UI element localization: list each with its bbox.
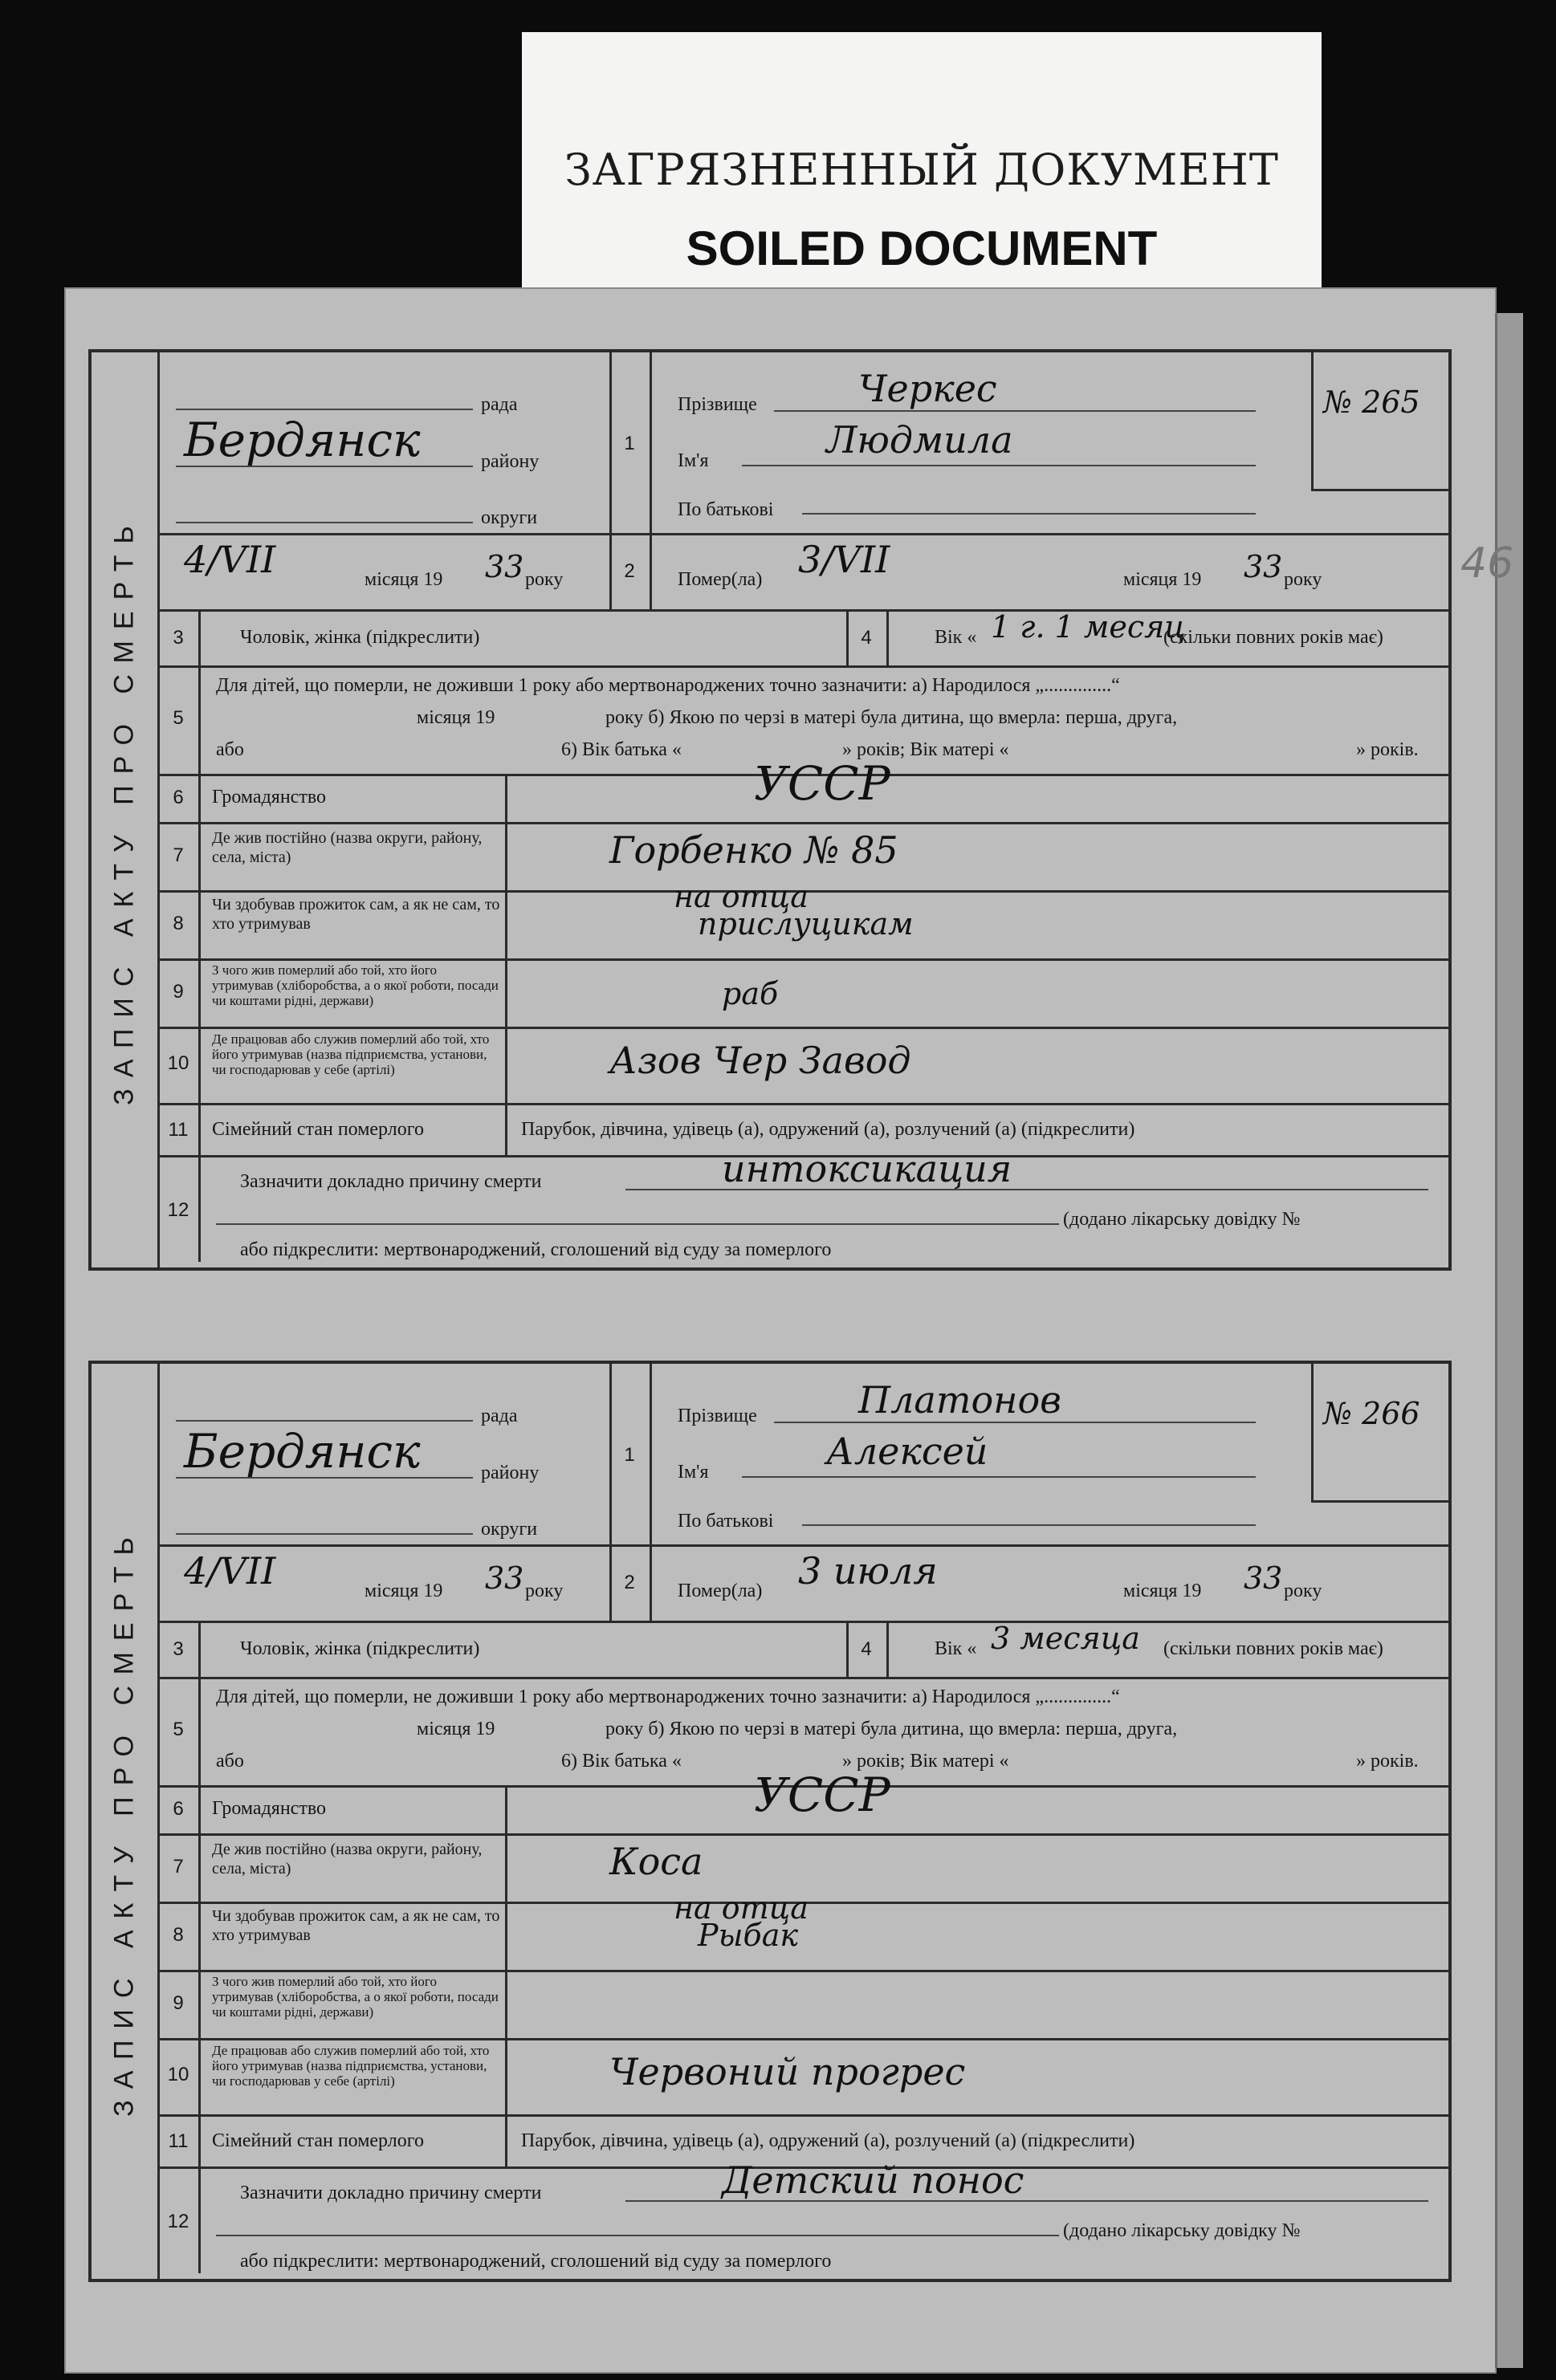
citizenship-row xyxy=(160,756,1448,824)
children-father-age: 6) Вік батька « xyxy=(561,739,682,760)
patronymic-label: По батькові xyxy=(678,1511,774,1532)
row-number-6: 6 xyxy=(173,1798,184,1820)
registration-date: 4/VII xyxy=(184,1549,276,1593)
died-label: Помер(ла) xyxy=(678,1581,763,1601)
marital-options: Парубок, дівчина, удівець (а), одружений (а), розлучений (а) (підкреслити) xyxy=(521,2130,1135,2151)
record-number-box xyxy=(1311,352,1448,491)
surname-label: Прізвище xyxy=(678,1406,757,1426)
citizenship-label: Громадянство xyxy=(212,1798,326,1819)
row-number-5: 5 xyxy=(173,1719,184,1740)
banner-ru: ЗАГРЯЗНЕННЫЙ ДОКУМЕНТ xyxy=(564,144,1279,195)
surname-label: Прізвище xyxy=(678,394,757,415)
died-label: Помер(ла) xyxy=(678,569,763,590)
record-grid xyxy=(160,352,1514,1267)
sex-age-row xyxy=(160,609,1448,668)
row-number-3: 3 xyxy=(173,627,184,649)
row-number-6: 6 xyxy=(173,787,184,808)
year-label: року xyxy=(525,1581,564,1601)
side-title-text: ЗАПИС АКТУ ПРО СМЕРТЬ xyxy=(108,515,140,1105)
age-note: (скільки повних років має) xyxy=(1163,1638,1383,1659)
row-number-7: 7 xyxy=(173,844,184,866)
died-date: 3 июля xyxy=(798,1549,938,1593)
surname-value: Черкес xyxy=(858,367,997,410)
stillborn-note: або підкреслити: мертвонароджений, сголошений від суду за померлого xyxy=(240,1239,832,1260)
children-years: » років. xyxy=(1356,1751,1419,1772)
died-month-label: місяця 19 xyxy=(1123,569,1202,590)
record-number-box xyxy=(1311,1364,1448,1503)
side-title xyxy=(92,1364,160,2279)
rada-label: рада xyxy=(481,394,518,415)
row-number-12: 12 xyxy=(167,1199,189,1221)
workplace-label: Де працював або служив померлий або той, хто його утримував (назва підприємства, установи, чи господарював у себе (артілі) xyxy=(212,1031,490,1077)
rada-value: Бердянск xyxy=(184,413,421,467)
cause-row xyxy=(160,1147,1448,1262)
children-or: або xyxy=(216,1751,244,1772)
name-value: Людмила xyxy=(826,418,1013,462)
cause-label: Зазначити докладно причину смерти xyxy=(240,2183,542,2203)
top-block-row2 xyxy=(160,1544,1448,1623)
rada-label: рада xyxy=(481,1406,518,1426)
occupation-value: раб xyxy=(722,976,779,1011)
patronymic-label: По батькові xyxy=(678,499,774,520)
citizenship-value: УССР xyxy=(754,756,890,811)
month-label: місяця 19 xyxy=(365,569,443,590)
row-number-4: 4 xyxy=(861,1638,872,1660)
children-years: » років. xyxy=(1356,739,1419,760)
age-label: Вік « xyxy=(935,1638,977,1659)
stillborn-note: або підкреслити: мертвонароджений, сголошений від суду за померлого xyxy=(240,2251,832,2272)
residence-value: Коса xyxy=(609,1840,703,1883)
month-label: місяця 19 xyxy=(365,1581,443,1601)
row-number-2: 2 xyxy=(624,1572,635,1593)
children-mother-age: » років; Вік матері « xyxy=(842,739,1009,760)
row-number-5: 5 xyxy=(173,707,184,729)
certificate-label: (додано лікарську довідку № xyxy=(1063,2220,1301,2241)
age-value: 3 месяца xyxy=(991,1621,1140,1656)
source-value: прислуцикам xyxy=(698,906,914,942)
citizenship-row xyxy=(160,1768,1448,1836)
occupation-label: З чого жив померлий або той, хто його утримував (хліборобства, а о якої роботи, посади чи коштами рідні, держави) xyxy=(212,962,499,1008)
okrugy-label: округи xyxy=(481,1519,538,1540)
record-grid xyxy=(160,1364,1448,2279)
row-number-10: 10 xyxy=(167,2064,189,2085)
cause-value: интоксикация xyxy=(722,1147,1012,1190)
cause-row xyxy=(160,2158,1448,2273)
support-value: на отца xyxy=(674,879,809,914)
died-year: 33 xyxy=(1244,549,1283,584)
certificate-label: (додано лікарську довідку № xyxy=(1063,1209,1301,1230)
workplace-value: Азов Чер Завод xyxy=(609,1039,911,1082)
row-number-1: 1 xyxy=(624,1444,635,1466)
died-year: 33 xyxy=(1244,1560,1283,1596)
sex-age-row xyxy=(160,1621,1448,1679)
residence-label: Де жив постійно (назва округи, району, села, міста) xyxy=(212,1841,483,1878)
support-value: на отца xyxy=(674,1890,809,1926)
citizenship-value: УССР xyxy=(754,1768,890,1822)
row-number-7: 7 xyxy=(173,1856,184,1878)
row-number-8: 8 xyxy=(173,1924,184,1946)
residence-value: Горбенко № 85 xyxy=(609,828,898,872)
registration-year: 33 xyxy=(485,1560,524,1596)
row-number-9: 9 xyxy=(173,981,184,1003)
row-number-8: 8 xyxy=(173,913,184,934)
margin-mark: 46 xyxy=(1460,539,1514,588)
row-number-11: 11 xyxy=(168,1119,189,1141)
row-number-3: 3 xyxy=(173,1638,184,1660)
registration-year: 33 xyxy=(485,549,524,584)
row-number-9: 9 xyxy=(173,1992,184,2014)
occupation-row xyxy=(160,1970,1448,2040)
row-number-12: 12 xyxy=(167,2211,189,2232)
source-value: Рыбак xyxy=(698,1918,799,1953)
registration-date: 4/VII xyxy=(184,538,276,581)
surname-value: Платонов xyxy=(858,1378,1061,1422)
rada-value: Бердянск xyxy=(184,1424,421,1479)
support-row xyxy=(160,879,1448,961)
cause-label: Зазначити докладно причину смерти xyxy=(240,1171,542,1192)
side-title-text: ЗАПИС АКТУ ПРО СМЕРТЬ xyxy=(108,1526,140,2117)
death-record-1 xyxy=(88,349,1514,1271)
support-row xyxy=(160,1890,1448,1972)
row-number-4: 4 xyxy=(861,627,872,649)
died-year-label: року xyxy=(1284,569,1322,590)
soiled-document-label xyxy=(522,32,1322,301)
row-number-10: 10 xyxy=(167,1052,189,1074)
death-record-2 xyxy=(88,1361,1452,2282)
year-label: року xyxy=(525,569,564,590)
workplace-value: Червоний прогрес xyxy=(609,2050,966,2093)
support-label: Чи здобував прожиток сам, а як не сам, то хто утримував xyxy=(212,1907,500,1944)
occupation-row xyxy=(160,958,1448,1029)
banner-en: SOILED DOCUMENT xyxy=(686,222,1158,275)
okrugy-label: округи xyxy=(481,507,538,528)
citizenship-label: Громадянство xyxy=(212,787,326,808)
sex-label: Чоловік, жінка (підкреслити) xyxy=(240,1638,480,1659)
top-block-row1 xyxy=(160,1364,1448,1547)
marital-options: Парубок, дівчина, удівець (а), одружений (а), розлучений (а) (підкреслити) xyxy=(521,1119,1135,1140)
residence-label: Де жив постійно (назва округи, району, села, міста) xyxy=(212,829,483,866)
age-label: Вік « xyxy=(935,627,977,648)
age-value: 1 г. 1 месяц xyxy=(991,609,1186,645)
name-label: Ім'я xyxy=(678,1462,709,1483)
row-number-1: 1 xyxy=(624,433,635,454)
children-line1: Для дітей, що померли, не доживши 1 року або мертвонароджених точно зазначити: а) Народилося „..............“ xyxy=(216,1686,1120,1707)
children-father-age: 6) Вік батька « xyxy=(561,1751,682,1772)
died-date: 3/VII xyxy=(798,538,890,581)
marital-label: Сімейний стан померлого xyxy=(212,2130,424,2151)
children-month: місяця 19 xyxy=(417,707,495,728)
children-line2: року б) Якою по черзі в матері була дитина, що вмерла: перша, друга, xyxy=(605,707,1178,728)
died-year-label: року xyxy=(1284,1581,1322,1601)
record-number: № 265 xyxy=(1323,384,1420,420)
children-or: або xyxy=(216,739,244,760)
rayonu-label: району xyxy=(481,1463,540,1483)
died-month-label: місяця 19 xyxy=(1123,1581,1202,1601)
workplace-row xyxy=(160,1027,1448,1105)
children-line2: року б) Якою по черзі в матері була дитина, що вмерла: перша, друга, xyxy=(605,1719,1178,1739)
children-mother-age: » років; Вік матері « xyxy=(842,1751,1009,1772)
name-value: Алексей xyxy=(826,1430,988,1473)
occupation-label: З чого жив померлий або той, хто його утримував (хліборобства, а о якої роботи, посади чи коштами рідні, держави) xyxy=(212,1974,499,2020)
top-block-row2 xyxy=(160,533,1514,612)
top-block-row1 xyxy=(160,352,1448,535)
row-number-2: 2 xyxy=(624,560,635,582)
row-number-11: 11 xyxy=(168,2130,189,2152)
side-title xyxy=(92,352,160,1267)
cause-value: Детский понос xyxy=(722,2158,1024,2202)
page-edge xyxy=(1495,313,1523,2368)
record-number: № 266 xyxy=(1323,1396,1420,1431)
workplace-label: Де працював або служив померлий або той, хто його утримував (назва підприємства, установи, чи господарював у себе (артілі) xyxy=(212,2043,490,2089)
marital-label: Сімейний стан померлого xyxy=(212,1119,424,1140)
sex-label: Чоловік, жінка (підкреслити) xyxy=(240,627,480,648)
children-line1: Для дітей, що померли, не доживши 1 року або мертвонароджених точно зазначити: а) Народилося „..............“ xyxy=(216,675,1120,696)
name-label: Ім'я xyxy=(678,450,709,471)
workplace-row xyxy=(160,2038,1448,2117)
age-note: (скільки повних років має) xyxy=(1163,627,1383,648)
rayonu-label: району xyxy=(481,451,540,472)
children-month: місяця 19 xyxy=(417,1719,495,1739)
support-label: Чи здобував прожиток сам, а як не сам, то хто утримував xyxy=(212,896,500,933)
